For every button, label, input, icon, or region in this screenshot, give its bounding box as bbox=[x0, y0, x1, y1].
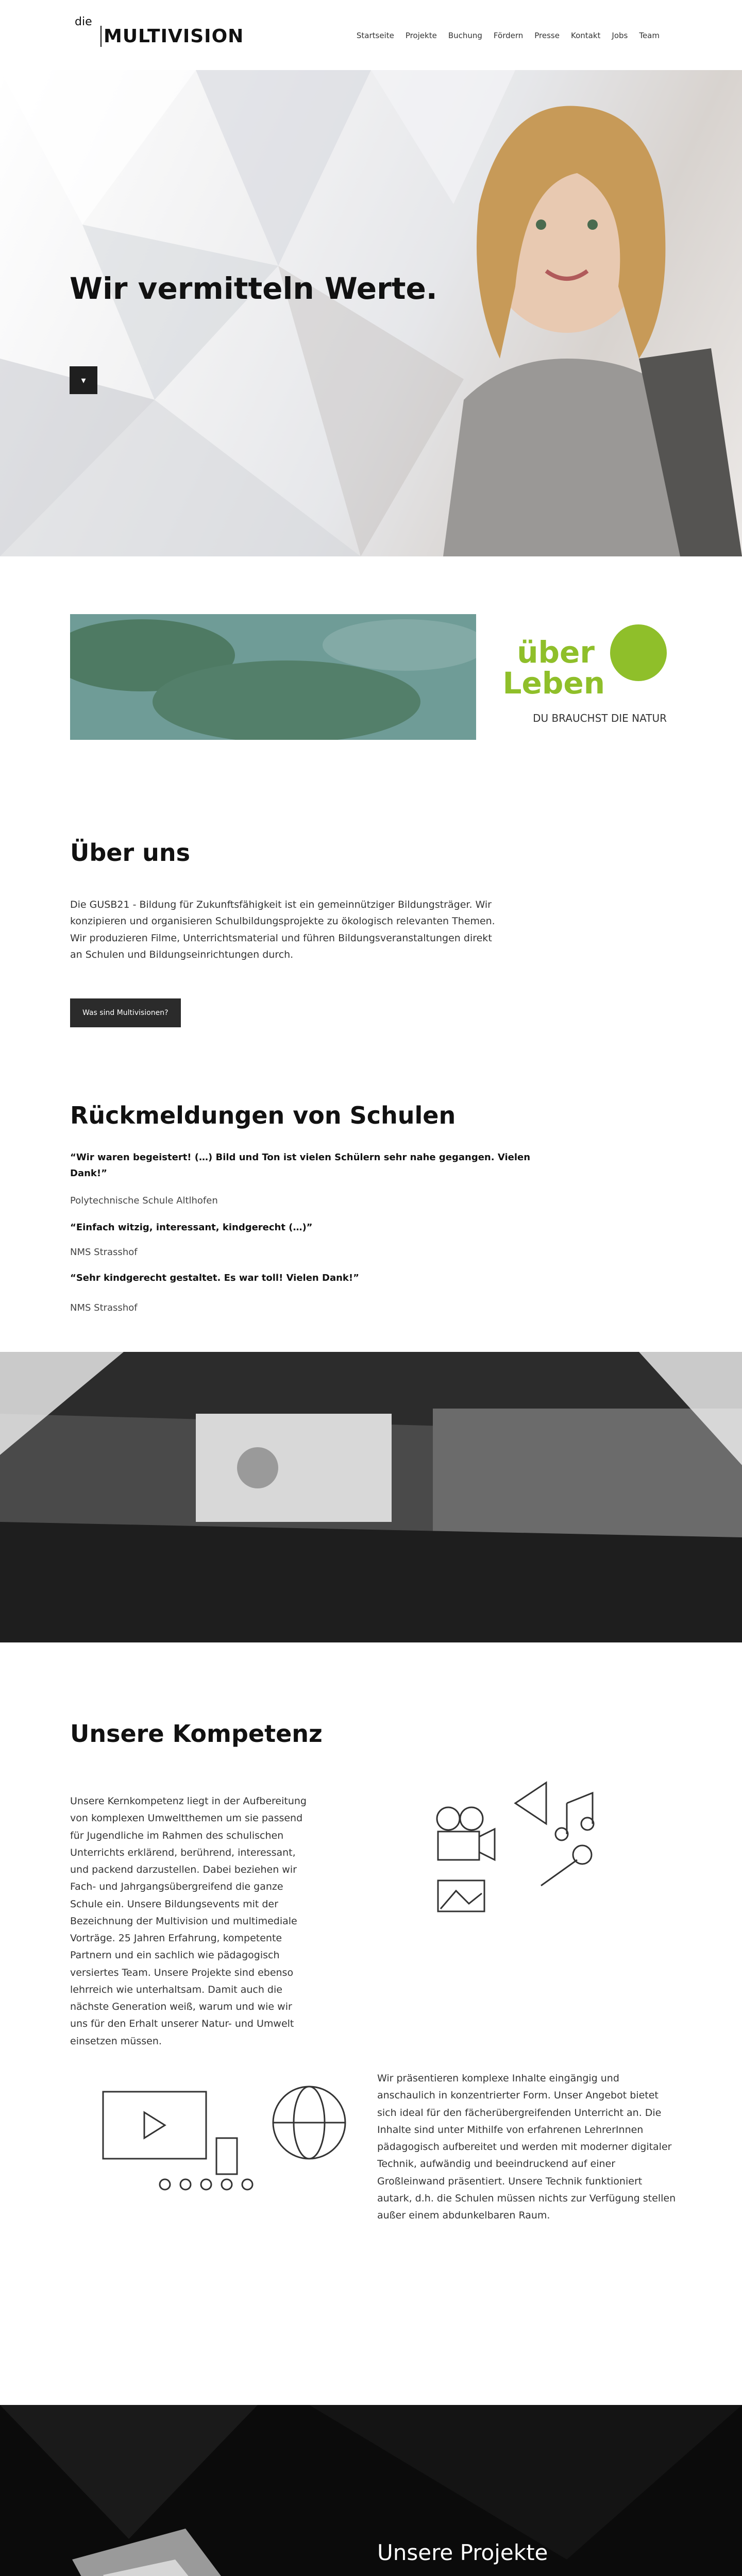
ueberleben-banner[interactable] bbox=[70, 614, 672, 740]
logo-big: MULTIVISION bbox=[100, 26, 244, 47]
banner-leben: Leben bbox=[502, 666, 605, 701]
dark-polygon-background bbox=[0, 2405, 742, 2576]
about-title: Über uns bbox=[70, 839, 191, 867]
presentation-illustration bbox=[82, 2081, 350, 2205]
projekte-section bbox=[0, 2405, 742, 2576]
nav-item-buchung[interactable]: Buchung bbox=[448, 31, 482, 40]
nav-item-foerdern[interactable]: Fördern bbox=[493, 31, 524, 40]
nav-item-team[interactable]: Team bbox=[639, 31, 660, 40]
nav-item-jobs[interactable]: Jobs bbox=[612, 31, 628, 40]
feedback-quote-2: “Einfach witzig, interessant, kindgerecht (…)” bbox=[70, 1222, 313, 1233]
feedback-source-3: NMS Strasshof bbox=[70, 1302, 138, 1313]
what-are-multivisions-button[interactable]: Was sind Multivisionen? bbox=[70, 998, 181, 1027]
feedback-quote-3: “Sehr kindgerecht gestaltet. Es war toll! Vielen Dank!” bbox=[70, 1273, 359, 1283]
leaf-logo-icon bbox=[610, 624, 667, 681]
scroll-down-button[interactable] bbox=[70, 366, 97, 394]
chevron-down-icon: ▾ bbox=[81, 375, 86, 386]
feedback-source-2: NMS Strasshof bbox=[70, 1247, 138, 1258]
banner-tagline: DU BRAUCHST DIE NATUR bbox=[533, 712, 667, 724]
hero-section bbox=[0, 70, 742, 556]
nav-item-presse[interactable]: Presse bbox=[534, 31, 560, 40]
nav-item-projekte[interactable]: Projekte bbox=[405, 31, 437, 40]
kompetenz-title: Unsere Kompetenz bbox=[70, 1720, 323, 1748]
banner-forest-image bbox=[70, 614, 482, 740]
nav-item-startseite[interactable]: Startseite bbox=[356, 31, 394, 40]
kompetenz-text-1: Unsere Kernkompetenz liegt in der Aufbereitung von komplexen Umweltthemen um sie passend für Jugendliche im Rahmen des schulischen Unterrichts erklärend, berührend, interessant, und packend darzustellen. Dabei beziehen wir Fach- und Jahrgangsübergreifend die ganze Schule ein. Unsere Bildungsevents mit der Bezeichnung der Multivision und multimediale Vorträge. 25 Jahren Erfahrung, kompetente Partnern und ein sachlich wie pädagogisch versiertes Team. Unsere Projekte sind ebenso lehrreich wie unterhaltsam. Damit auch die nächste Generation weiß, warum und wie wir uns für den Erhalt unserer Natur- und Umwelt einsetzen müssen. bbox=[70, 1795, 307, 2047]
hero-person-image bbox=[350, 70, 742, 556]
feedback-title: Rückmeldungen von Schulen bbox=[70, 1101, 456, 1129]
hero-title: Wir vermitteln Werte. bbox=[70, 271, 437, 306]
feedback-quote-1: “Wir waren begeistert! (…) Bild und Ton ist vielen Schülern sehr nahe gegangen. Vielen Dank!” bbox=[70, 1152, 531, 1179]
logo[interactable] bbox=[75, 15, 244, 52]
media-icons-illustration bbox=[412, 1772, 629, 1927]
feedback-source-1: Polytechnische Schule Altlhofen bbox=[70, 1195, 218, 1206]
projekte-title: Unsere Projekte bbox=[377, 2540, 548, 2565]
logo-small: die bbox=[75, 15, 92, 28]
banner-ueber: über bbox=[517, 635, 595, 670]
main-nav bbox=[357, 31, 660, 40]
about-text: Die GUSB21 - Bildung für Zukunftsfähigkeit ist ein gemeinnütziger Bildungsträger. Wir konzipieren und organisieren Schulbildungsprojekte zu ökologisch relevanten Themen. Wir produzieren Filme, Unterrichtsmaterial und führen Bildungsveranstaltungen direkt an Schulen und Bildungseinrichtungen durch. bbox=[70, 899, 495, 960]
nav-item-kontakt[interactable]: Kontakt bbox=[570, 31, 601, 40]
auditorium-photo bbox=[0, 1352, 742, 1642]
kompetenz-text-2: Wir präsentieren komplexe Inhalte eingängig und anschaulich in konzentrierter Form. Unser Angebot bietet sich ideal für den fächerübergreifenden Unterricht an. Die Inhalte sind unter Mithilfe von erfahrenen LehrerInnen pädagogisch aufbereitet und werden mit moderner digitaler Technik, aufwändig und beeindruckend auf einer Großleinwand präsentiert. Unsere Technik funktioniert autark, d.h. die Schulen müssen nichts zur Verfügung stellen außer einem abdunkelbaren Raum. bbox=[377, 2073, 676, 2221]
site-header bbox=[0, 0, 742, 70]
